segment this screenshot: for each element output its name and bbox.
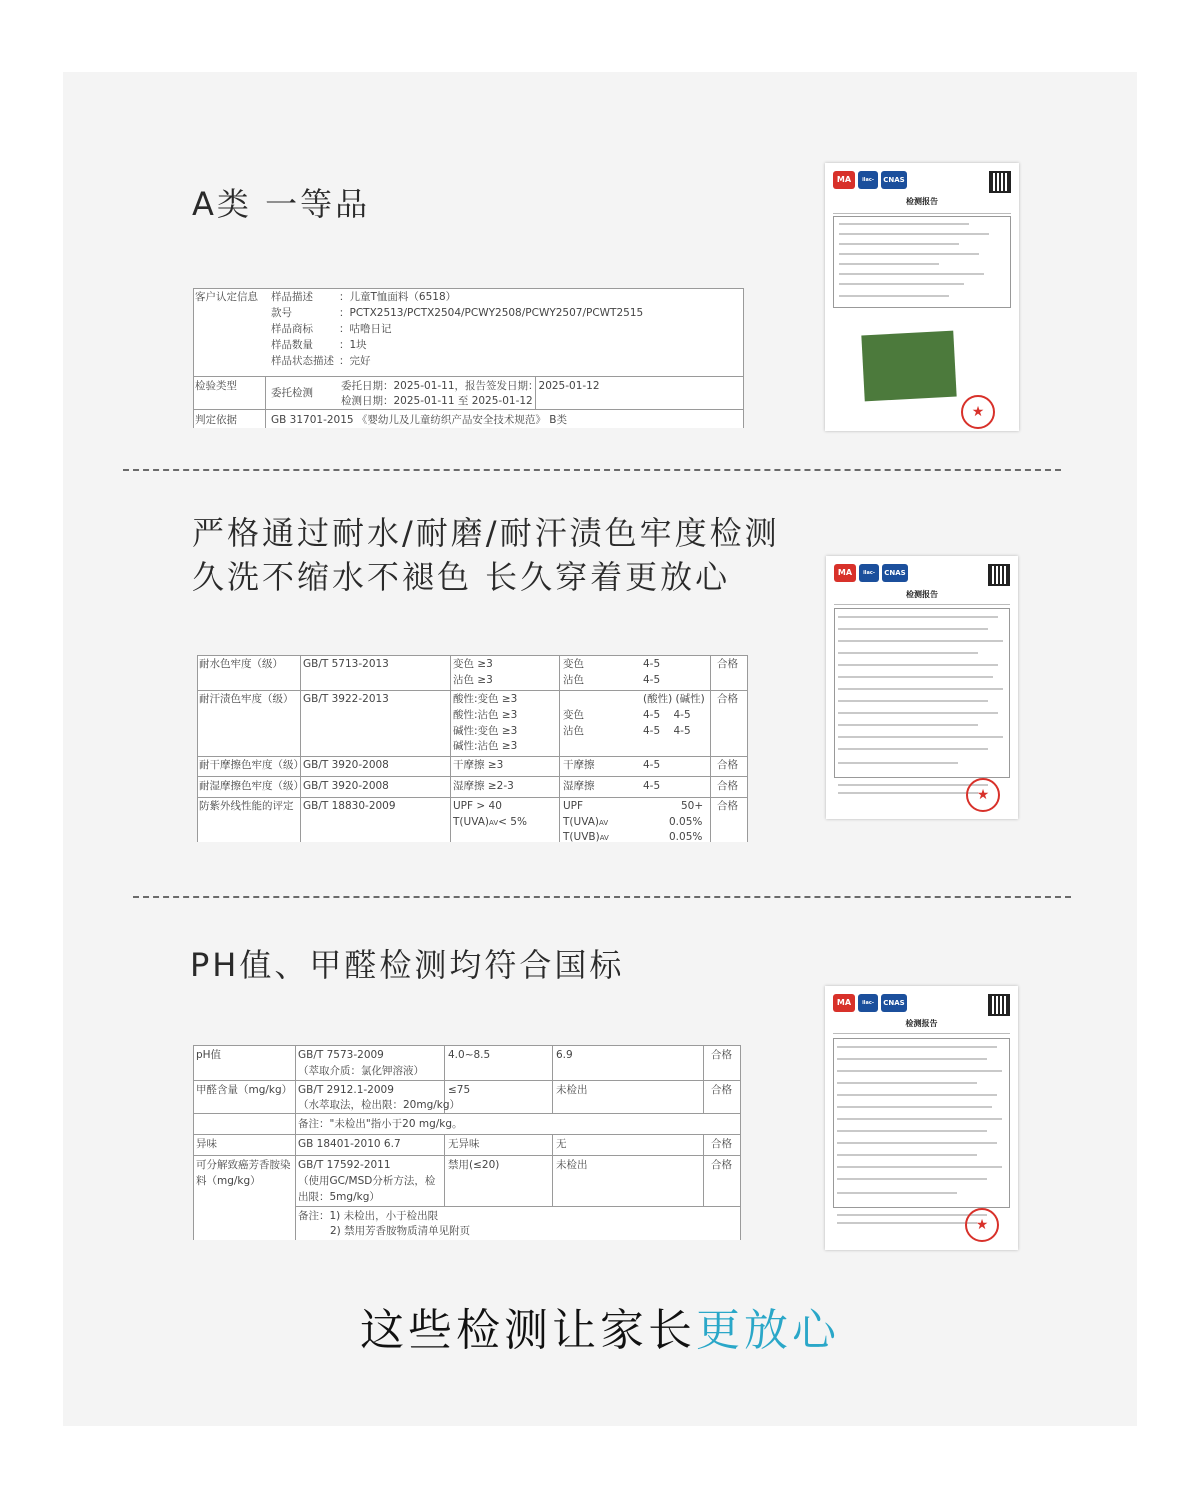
row-standard: GB/T 17592-2011 xyxy=(298,1159,391,1171)
field-value: ：1块 xyxy=(339,339,367,351)
row-requirement: T(UVA)AV< 5% xyxy=(453,816,527,828)
row-result-value: (酸性) (碱性) xyxy=(643,693,705,705)
row-remark: 2) 禁用芳香胺物质清单见附页 xyxy=(330,1225,471,1237)
basis-label: 判定依据 xyxy=(195,414,237,426)
section1-heading: A类 一等品 xyxy=(192,185,371,223)
row-standard: GB/T 7573-2009 xyxy=(298,1049,384,1061)
field-label: 样品商标 xyxy=(271,323,313,335)
section2-heading-line1: 严格通过耐水/耐磨/耐汗渍色牢度检测 xyxy=(192,514,780,552)
row-standard-note: 出限：5mg/kg） xyxy=(298,1191,380,1203)
ilac-logo: ilac-MRA xyxy=(858,994,878,1012)
qr-code-icon xyxy=(988,564,1010,586)
row-requirement: 沾色 ≥3 xyxy=(453,674,493,686)
row-result-value: 4-5 xyxy=(643,658,661,670)
row-result-value: 4-5 xyxy=(643,674,661,686)
field-label: 样品描述 xyxy=(271,291,313,303)
row-requirement: 变色 ≥3 xyxy=(453,658,493,670)
row-requirement: 湿摩擦 ≥2-3 xyxy=(453,780,514,792)
row-requirement: ≤75 xyxy=(448,1084,471,1096)
row-result-label: UPF xyxy=(563,800,584,812)
color-fastness-table xyxy=(197,655,748,842)
row-standard: GB/T 2912.1-2009 xyxy=(298,1084,394,1096)
row-item: 甲醛含量（mg/kg） xyxy=(196,1084,293,1096)
row-result-value: 0.05% xyxy=(669,831,703,842)
seal-stamp: ★ xyxy=(965,1208,999,1242)
row-requirement: UPF > 40 xyxy=(453,800,502,812)
row-verdict: 合格 xyxy=(717,693,738,705)
report-title: 检测报告 xyxy=(906,590,938,599)
basis-value: GB 31701-2015 《婴幼儿及儿童纺织产品安全技术规范》 B类 xyxy=(271,414,567,426)
row-result: 无 xyxy=(556,1138,567,1150)
row-result: 未检出 xyxy=(556,1084,588,1096)
ma-logo: MA xyxy=(833,171,855,189)
row-requirement: 4.0~8.5 xyxy=(448,1049,491,1061)
row-verdict: 合格 xyxy=(717,800,738,812)
qr-code-icon xyxy=(988,994,1010,1016)
row-standard: GB/T 18830-2009 xyxy=(303,800,396,812)
row-standard-note: （水萃取法，检出限：20mg/kg） xyxy=(298,1099,461,1111)
row-item: pH值 xyxy=(196,1049,222,1061)
row-result-value: 4-5 xyxy=(643,780,661,792)
chemical-test-table xyxy=(193,1045,741,1240)
field-label: 款号 xyxy=(271,307,292,319)
field-value: ：咕噜日记 xyxy=(339,323,392,335)
row-result-label: T(UVB)AV xyxy=(563,831,609,842)
ma-logo: MA xyxy=(834,564,856,582)
field-value: ：完好 xyxy=(339,355,371,367)
row-remark: 备注：1) 未检出，小于检出限 xyxy=(298,1210,439,1222)
seal-stamp: ★ xyxy=(966,778,1000,812)
cnas-logo: CNAS xyxy=(882,564,908,582)
row-result: 6.9 xyxy=(556,1049,573,1061)
row-standard: GB/T 3920-2008 xyxy=(303,759,389,771)
row-result-value: 4-5 4-5 xyxy=(643,709,691,721)
row-result-value: 50+ xyxy=(681,800,704,812)
row-result-label: 变色 xyxy=(563,658,584,670)
section-divider xyxy=(133,896,1071,898)
row-item: 料（mg/kg） xyxy=(196,1175,261,1187)
row-result-label: 沾色 xyxy=(563,725,584,737)
row-verdict: 合格 xyxy=(711,1084,732,1096)
cnas-logo: CNAS xyxy=(881,994,907,1012)
customer-info-label: 客户认定信息 xyxy=(195,291,258,303)
row-standard-note: （使用GC/MSD分析方法，检 xyxy=(298,1175,436,1187)
row-verdict: 合格 xyxy=(717,780,738,792)
row-item: 耐湿摩擦色牢度（级） xyxy=(199,780,304,792)
test-report-thumbnail-3 xyxy=(825,986,1018,1250)
row-item: 耐汗渍色牢度（级） xyxy=(199,693,294,705)
section3-heading: PH值、甲醛检测均符合国标 xyxy=(190,946,625,984)
row-result-label: 湿摩擦 xyxy=(563,780,595,792)
row-result-label: 干摩擦 xyxy=(563,759,595,771)
row-standard: GB/T 3920-2008 xyxy=(303,780,389,792)
section2-heading-line2: 久洗不缩水不褪色 长久穿着更放心 xyxy=(192,558,731,596)
row-item: 耐水色牢度（级） xyxy=(199,658,283,670)
field-value: ：PCTX2513/PCTX2504/PCWY2508/PCWY2507/PCWT2515 xyxy=(339,307,644,319)
section-divider xyxy=(123,469,1061,471)
slogan-main: 这些检测让家长 xyxy=(360,1305,696,1356)
row-verdict: 合格 xyxy=(717,658,738,670)
row-standard-note: （萃取介质：氯化钾溶液） xyxy=(298,1065,424,1077)
closing-slogan xyxy=(0,1294,1200,1358)
row-requirement: 碱性:沾色 ≥3 xyxy=(453,740,518,752)
row-standard: GB/T 5713-2013 xyxy=(303,658,389,670)
test-type-label: 检验类型 xyxy=(195,380,237,392)
row-verdict: 合格 xyxy=(711,1138,732,1150)
test-report-thumbnail-1 xyxy=(825,163,1019,431)
seal-stamp: ★ xyxy=(961,395,995,429)
row-verdict: 合格 xyxy=(711,1049,732,1061)
row-verdict: 合格 xyxy=(717,759,738,771)
sample-info-table xyxy=(193,288,744,428)
row-standard: GB/T 3922-2013 xyxy=(303,693,389,705)
ilac-logo: ilac-MRA xyxy=(859,564,879,582)
dates-line-1: 委托日期：2025-01-11，报告签发日期：2025-01-12 xyxy=(341,380,600,392)
row-result-label: T(UVA)AV xyxy=(563,816,609,828)
row-standard: GB 18401-2010 6.7 xyxy=(298,1138,401,1150)
slogan-accent: 更放心 xyxy=(696,1305,840,1356)
row-result-value: 4-5 4-5 xyxy=(643,725,691,737)
report-title: 检测报告 xyxy=(905,1019,938,1028)
row-result-label: 变色 xyxy=(563,709,584,721)
ilac-logo: ilac-MRA xyxy=(858,171,878,189)
fabric-sample-photo xyxy=(861,331,956,402)
row-requirement: 无异味 xyxy=(448,1138,480,1150)
field-label: 样品状态描述 xyxy=(271,355,334,367)
row-item: 防紫外线性能的评定 xyxy=(199,800,294,812)
row-result-value: 0.05% xyxy=(669,816,703,828)
row-verdict: 合格 xyxy=(711,1159,732,1171)
row-result: 未检出 xyxy=(556,1159,588,1171)
row-item: 可分解致癌芳香胺染 xyxy=(196,1159,291,1171)
row-item: 异味 xyxy=(196,1138,217,1150)
report-title: 检测报告 xyxy=(906,197,938,206)
field-value: ：儿童T恤面料（6518） xyxy=(339,291,457,303)
row-result-label: 沾色 xyxy=(563,674,584,686)
row-remark: 备注："未检出"指小于20 mg/kg。 xyxy=(298,1118,463,1130)
field-label: 样品数量 xyxy=(271,339,313,351)
cnas-logo: CNAS xyxy=(881,171,907,189)
row-item: 耐干摩擦色牢度（级） xyxy=(199,759,304,771)
ma-logo: MA xyxy=(833,994,855,1012)
row-requirement: 禁用(≤20) xyxy=(448,1159,500,1171)
dates-line-2: 检测日期：2025-01-11 至 2025-01-12 xyxy=(341,395,533,407)
row-result-value: 4-5 xyxy=(643,759,661,771)
test-report-thumbnail-2 xyxy=(826,556,1018,819)
row-requirement: 酸性:沾色 ≥3 xyxy=(453,709,518,721)
test-type-value: 委托检测 xyxy=(271,387,313,399)
row-requirement: 碱性:变色 ≥3 xyxy=(453,725,518,737)
qr-code-icon xyxy=(989,171,1011,193)
row-requirement: 干摩擦 ≥3 xyxy=(453,759,504,771)
row-requirement: 酸性:变色 ≥3 xyxy=(453,693,518,705)
